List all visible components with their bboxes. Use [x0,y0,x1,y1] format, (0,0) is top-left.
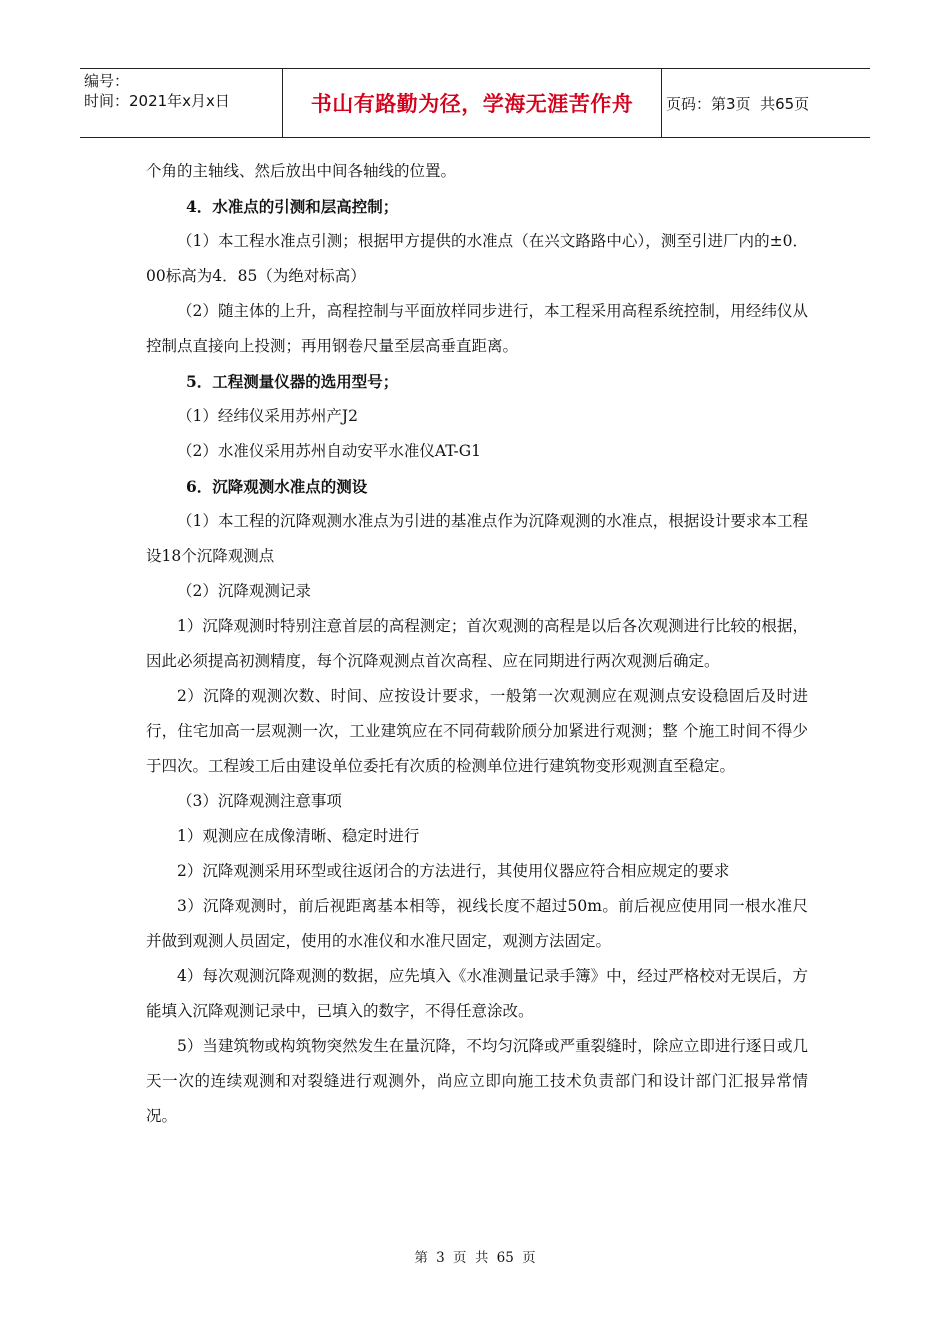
paragraph: 5）当建筑物或构筑物突然发生在量沉降，不均匀沉降或严重裂缝时，除应立即进行逐日或几天一次的连续观测和对裂缝进行观测外，尚应立即向施工技术负责部门和设计部门汇报异常情况。 [146,1037,808,1125]
paragraph: 1）观测应在成像清晰、稳定时进行 [177,827,420,845]
paragraph: （3）沉降观测注意事项 [177,792,342,810]
section-heading: 4．水准点的引测和层高控制； [186,197,399,216]
paragraph: 1）沉降观测时特别注意首层的高程测定；首次观测的高程是以后各次观测进行比较的根据，因此必须提高初测精度，每个沉降观测点首次高程、应在同期进行两次观测后确定。 [146,617,808,670]
paragraph: 2）沉降观测采用环型或往返闭合的方法进行，其使用仪器应符合相应规定的要求 [177,862,730,880]
section-heading: 5．工程测量仪器的选用型号； [186,372,399,391]
paragraph: （1）本工程的沉降观测水准点为引进的基准点作为沉降观测的水准点，根据设计要求本工程设18个沉降观测点 [146,512,808,565]
section-heading: 6．沉降观测水准点的测设 [186,477,368,496]
paragraph: （1）本工程水准点引测；根据甲方提供的水准点（在兴文路路中心），测至引进厂内的±0．00标高为4．85（为绝对标高） [146,232,808,285]
paragraph: 4）每次观测沉降观测的数据，应先填入《水准测量记录手簿》中，经过严格校对无误后，方能填入沉降观测记录中，已填入的数字，不得任意涂改。 [146,967,808,1020]
paragraph: 3）沉降观测时，前后视距离基本相等，视线长度不超过50m。前后视应使用同一根水准尺并做到观测人员固定，使用的水准仪和水准尺固定，观测方法固定。 [146,897,808,950]
document-number-label: 编号： [84,72,130,90]
paragraph: 2）沉降的观测次数、时间、应按设计要求，一般第一次观测应在观测点安设稳固后及时进行，住宅加高一层观测一次，工业建筑应在不同荷载阶颀分加紧进行观测；整 个施工时间不得少于四次。工程竣工后由建设单位委托有次质的检测单位进行建筑物变形观测直至稳定。 [146,687,808,775]
header-motto: 书山有路勤为径，学海无涯苦作舟 [282,69,662,137]
paragraph: （1）经纬仪采用苏州产J2 [177,407,358,425]
document-time-label: 时间：2021年x月x日 [84,92,230,110]
page-header [80,68,870,138]
document-body [146,154,808,1134]
paragraph: 个角的主轴线、然后放出中间各轴线的位置。 [146,162,457,180]
header-page-info: 页码：第3页 共65页 [666,94,810,113]
page-footer: 第 3 页 共 65 页 [414,1250,536,1266]
paragraph: （2）随主体的上升，高程控制与平面放样同步进行，本工程采用高程系统控制，用经纬仪从控制点直接向上投测；再用钢卷尺量至层高垂直距离。 [146,302,808,355]
paragraph: （2）水准仪采用苏州自动安平水准仪AT-G1 [177,442,482,460]
paragraph: （2）沉降观测记录 [177,582,311,600]
header-meta [80,69,282,137]
